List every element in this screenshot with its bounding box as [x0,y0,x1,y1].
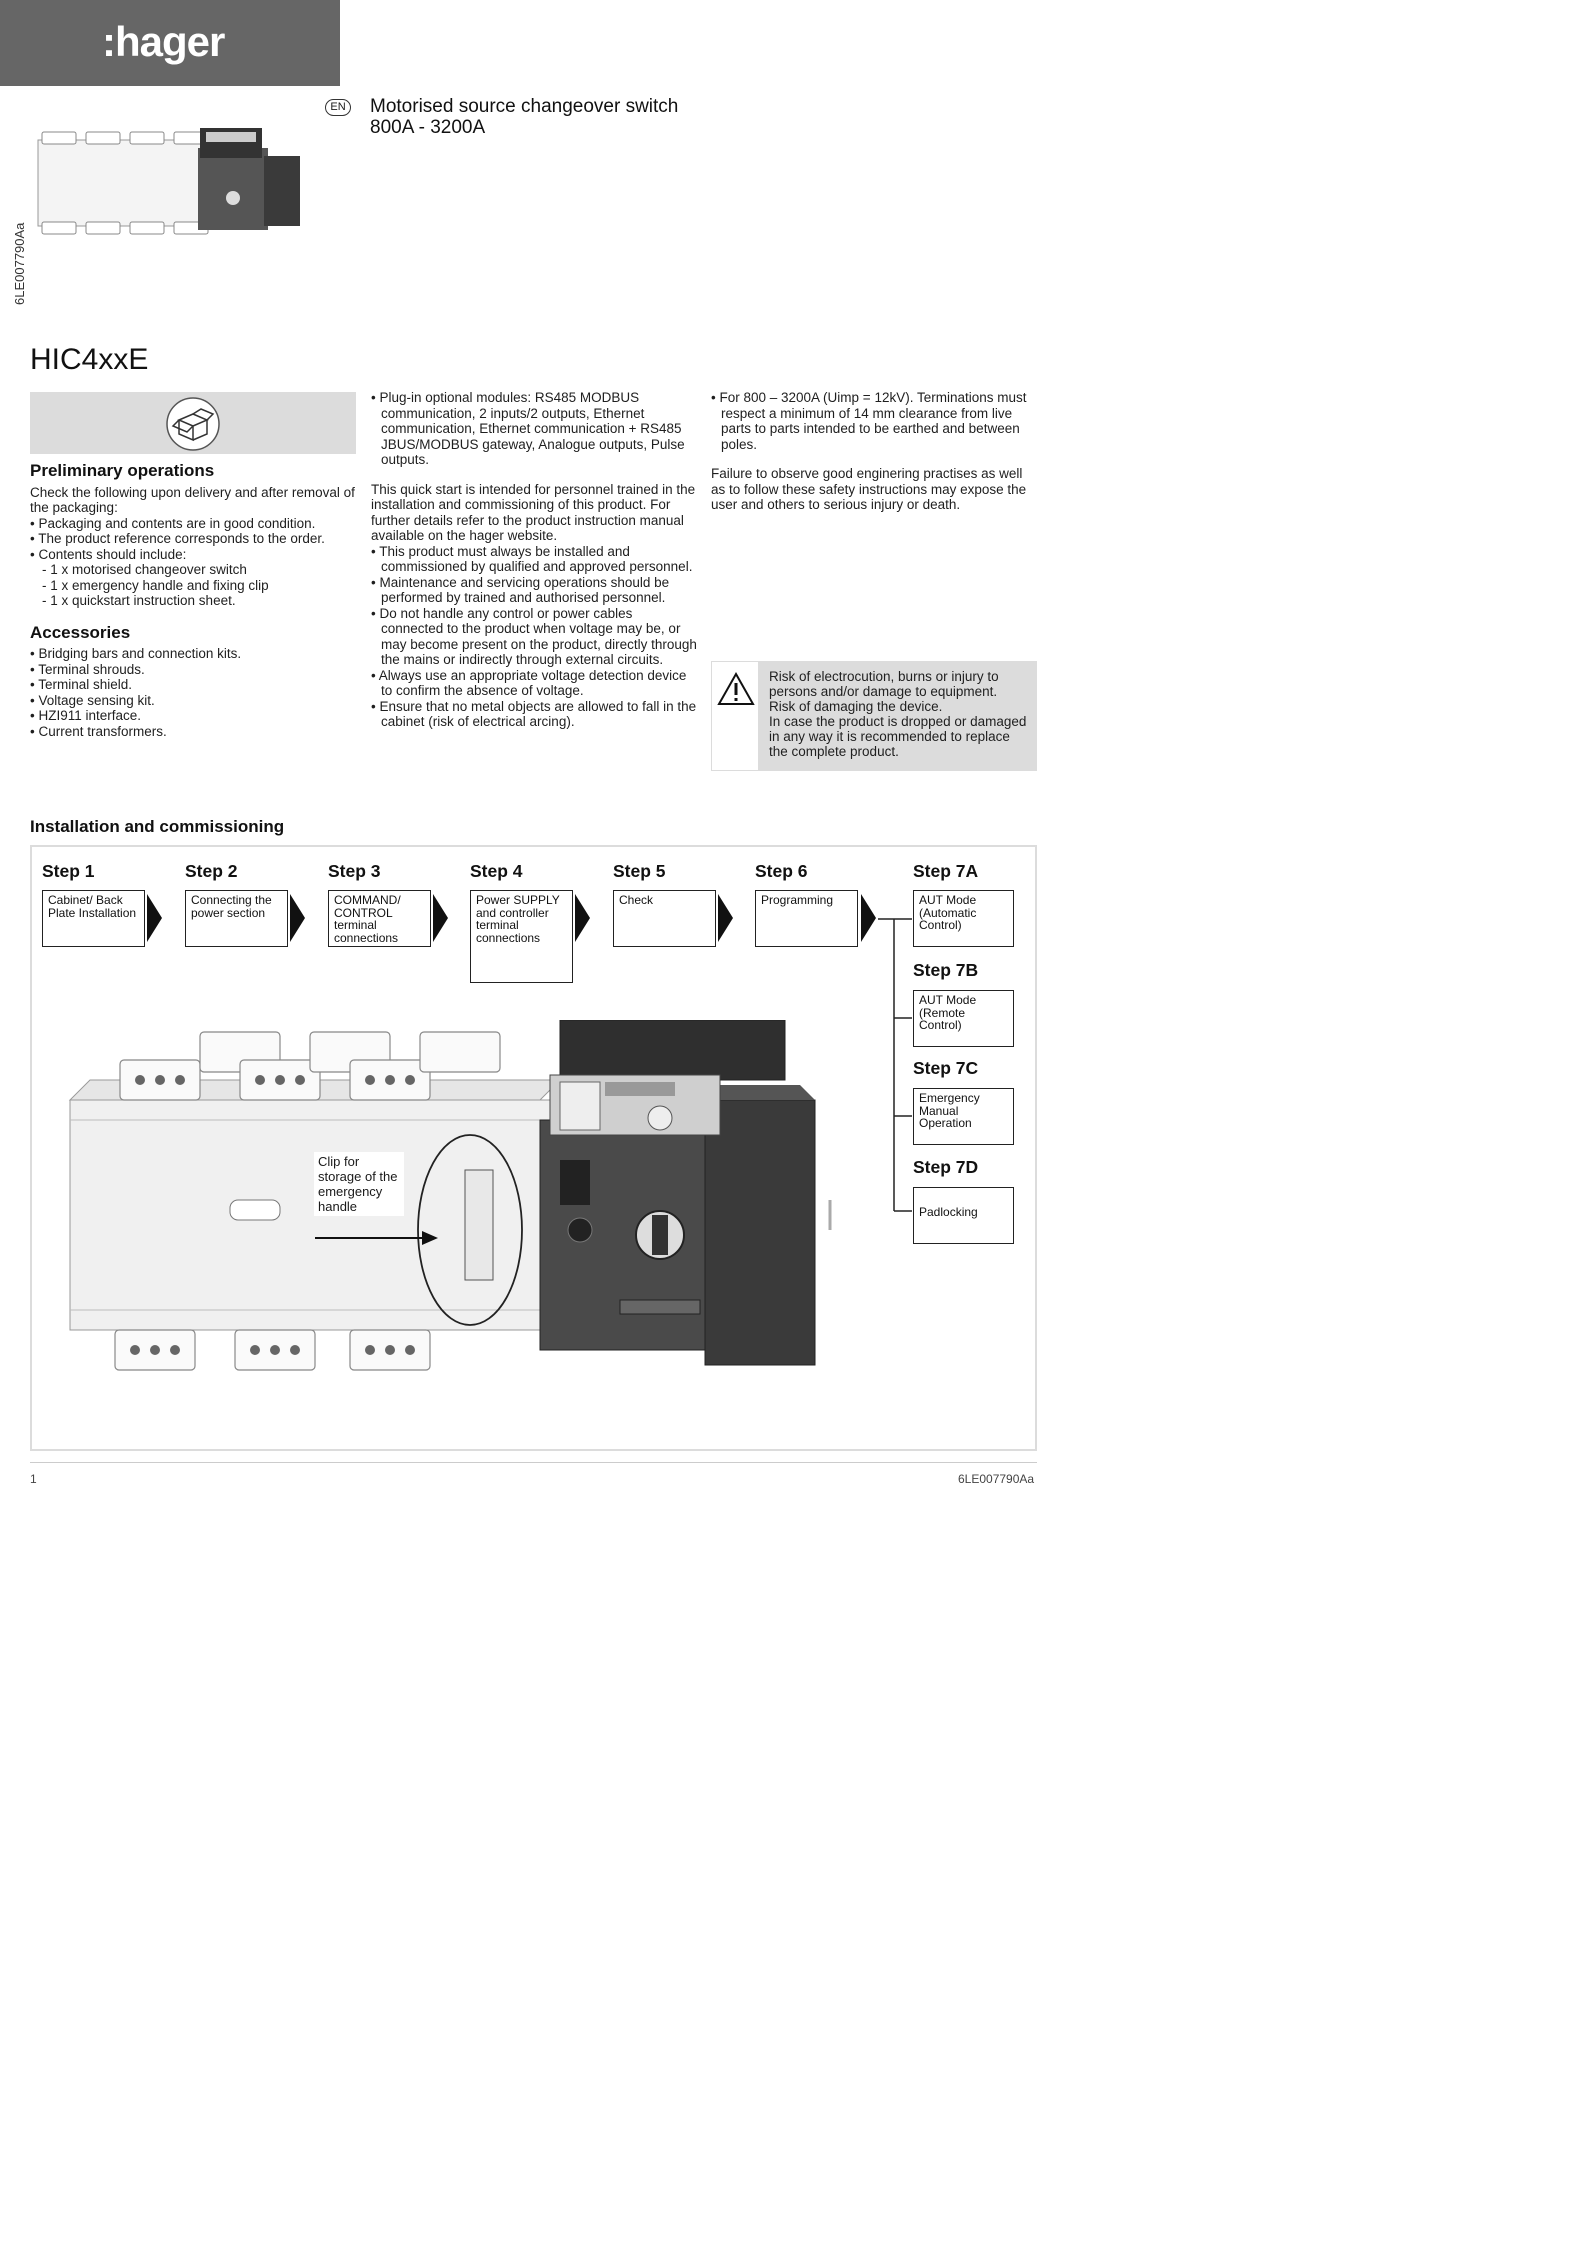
step-3-label: Step 3 [328,861,381,881]
warning-text [769,669,1031,759]
step-2-box: Connecting the power section [185,890,288,947]
step-7a-box: AUT Mode (Automatic Control) [913,890,1014,947]
changeover-switch-illustration [60,1020,880,1400]
step-7c-label: Step 7C [913,1058,979,1078]
quickstart-intro: This quick start is intended for personnel trained in the installation and commissioning of this product. For further details refer to the product instruction manual available on the hager website. [371,481,696,543]
accessories-heading: Accessories [30,622,131,642]
arrow-right-icon [147,894,162,942]
list-item: • This product must always be installed and commissioned by qualified and approved personnel. [371,544,697,575]
step-7b-label: Step 7B [913,960,979,980]
warning-line: Risk of electrocution, burns or injury to persons and/or damage to equipment. [769,669,999,699]
list-item: • For 800 – 3200A (Uimp = 12kV). Terminations must respect a minimum of 14 mm clearance from live parts to parts intended to be earthed and between poles. [711,390,1037,452]
installation-heading: Installation and commissioning [30,817,285,836]
step-5-label: Step 5 [613,861,666,881]
list-item: • Do not handle any control or power cables connected to the product when voltage may be, or may become present on the product, directly through the mains or indirectly through external circuits. [371,606,697,668]
doc-code-vertical: 6LE007790Aa [12,222,27,305]
step-4-box: Power SUPPLY and controller terminal connections [470,890,573,983]
preliminary-intro: Check the following upon delivery and after removal of the packaging: [30,484,355,515]
safety-list [371,544,697,730]
list-item: • Terminal shrouds. [30,662,360,678]
logo-bar [0,0,340,86]
footer-doc-code: 6LE007790Aa [958,1472,1035,1486]
model-reference: HIC4xxE [30,343,149,376]
title-line-1: Motorised source changeover switch [370,96,679,117]
list-item: • Contents should include: [30,547,360,563]
list-item: - 1 x motorised changeover switch [30,562,360,578]
warning-box [711,661,1037,771]
list-item: • Current transformers. [30,724,360,740]
step-7d-box: Padlocking [913,1187,1014,1244]
column-3 [711,390,1037,513]
clearance-list [711,390,1037,452]
arrow-right-icon [575,894,590,942]
list-item: • Always use an appropriate voltage detection device to confirm the absence of voltage. [371,668,697,699]
list-item: - 1 x quickstart instruction sheet. [30,593,360,609]
list-item: • Ensure that no metal objects are allowed to fall in the cabinet (risk of electrical arcing). [371,699,697,730]
list-item: • Terminal shield. [30,677,360,693]
step-7c-box: Emergency Manual Operation [913,1088,1014,1145]
arrow-right-icon [718,894,733,942]
arrow-right-icon [433,894,448,942]
document-title [370,96,678,138]
product-thumbnail-image [28,118,308,248]
clip-callout-label: Clip for storage of the emergency handle [314,1152,404,1216]
warning-line: In case the product is dropped or damaged in any way it is recommended to replace the complete product. [769,714,1027,759]
list-item: • Bridging bars and connection kits. [30,646,360,662]
step-7a-label: Step 7A [913,861,979,881]
footer-divider [30,1462,1037,1463]
step-6-box: Programming [755,890,858,947]
page-number: 1 [30,1472,37,1486]
language-badge: EN [325,99,351,116]
column-1 [30,463,360,739]
warning-triangle-icon [716,670,756,710]
step-3-box: COMMAND/ CONTROL terminal connections [328,890,431,947]
arrow-right-icon [861,894,876,942]
step-6-label: Step 6 [755,861,808,881]
step-4-label: Step 4 [470,861,523,881]
list-item: • HZI911 interface. [30,708,360,724]
step-7b-box: AUT Mode (Remote Control) [913,990,1014,1047]
arrow-right-icon [290,894,305,942]
list-item: - 1 x emergency handle and fixing clip [30,578,360,594]
branch-connector [876,915,914,1215]
step-1-box: Cabinet/ Back Plate Installation [42,890,145,947]
title-line-2: 800A - 3200A [370,117,486,138]
unpacking-icon-box [30,392,356,454]
list-item: • Plug-in optional modules: RS485 MODBUS communication, 2 inputs/2 outputs, Ethernet communication, Ethernet communication + RS485 JBUS/MODBUS gateway, Analogue outputs, Pulse outputs. [371,390,697,468]
step-5-box: Check [613,890,716,947]
preliminary-heading: Preliminary operations [30,461,215,480]
safety-paragraph: Failure to observe good enginering practises as well as to follow these safety instructions may expose the user and others to serious injury or death. [711,466,1027,512]
modules-list [371,390,697,468]
preliminary-list [30,516,360,609]
hager-logo: :hager [102,18,225,65]
accessories-list [30,646,360,739]
warning-icon-cell [711,661,759,771]
warning-line: Risk of damaging the device. [769,699,943,714]
step-7d-label: Step 7D [913,1157,979,1177]
step-1-label: Step 1 [42,861,95,881]
open-box-icon [165,396,221,452]
list-item: • Voltage sensing kit. [30,693,360,709]
list-item: • The product reference corresponds to the order. [30,531,360,547]
list-item: • Packaging and contents are in good condition. [30,516,360,532]
list-item: • Maintenance and servicing operations should be performed by trained and authorised personnel. [371,575,697,606]
column-2 [371,390,697,730]
step-2-label: Step 2 [185,861,238,881]
